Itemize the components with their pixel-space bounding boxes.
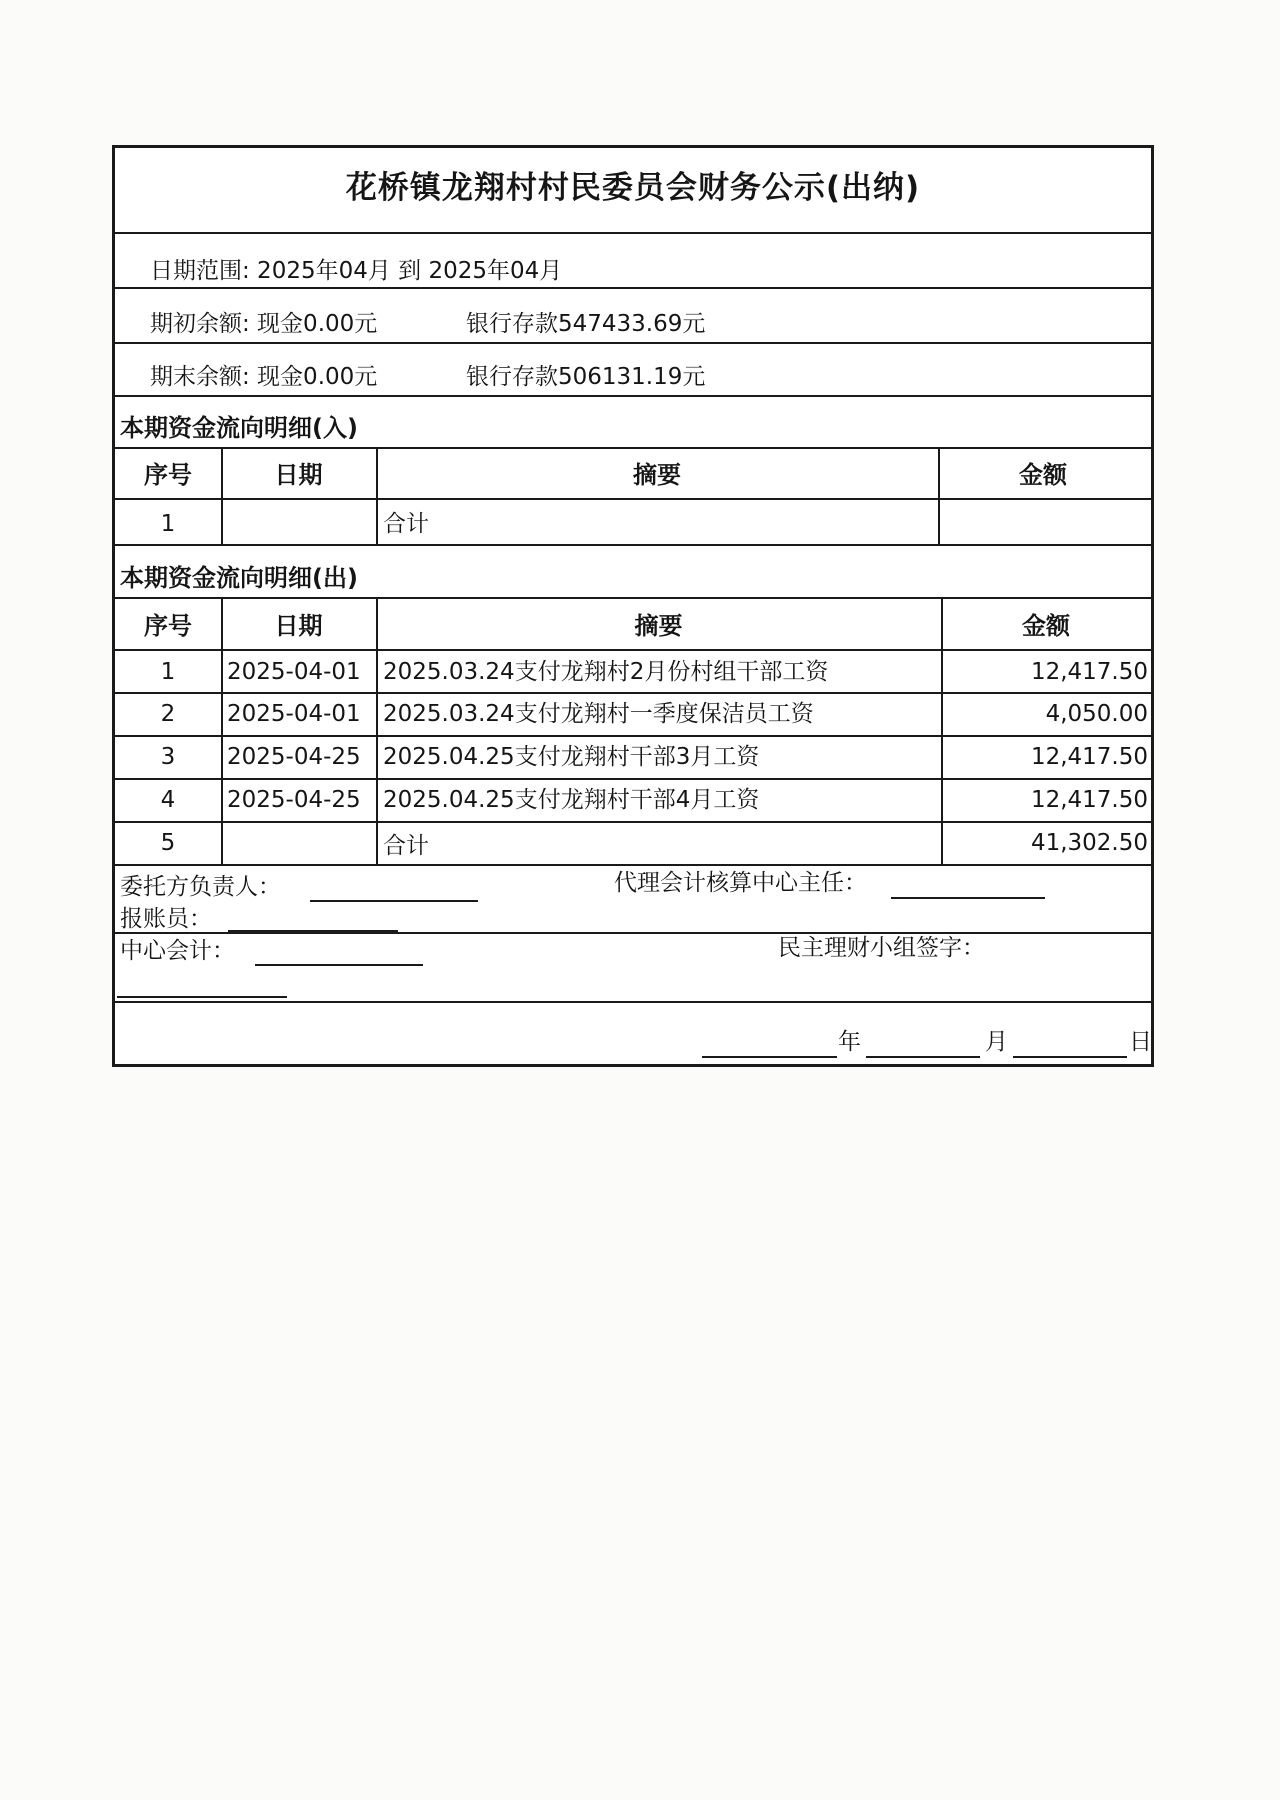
outflow-heading: 本期资金流向明细(出) xyxy=(120,564,358,592)
outflow-header-amount: 金额 xyxy=(1022,612,1070,640)
divider xyxy=(115,232,1151,234)
year-line xyxy=(702,1056,837,1058)
inflow-header-summary: 摘要 xyxy=(633,461,681,489)
agency-director-label: 代理会计核算中心主任： xyxy=(614,870,867,896)
divider xyxy=(115,597,1151,599)
outflow-row-no: 4 xyxy=(160,787,176,813)
month-label: 月 xyxy=(985,1029,1008,1055)
outflow-row-date: 2025-04-01 xyxy=(227,701,361,727)
outflow-row-no: 2 xyxy=(160,701,176,727)
closing-bank: 银行存款506131.19元 xyxy=(466,364,706,390)
outflow-row-no: 3 xyxy=(160,744,176,770)
outflow-row-amount: 12,417.50 xyxy=(1030,659,1148,685)
outflow-row-summary: 2025.04.25支付龙翔村干部4月工资 xyxy=(383,787,760,813)
client-head-signature-line xyxy=(310,900,478,902)
bookkeeper-label: 报账员： xyxy=(120,906,212,932)
client-head-label: 委托方负责人： xyxy=(120,874,281,900)
outflow-total-amount: 41,302.50 xyxy=(1030,830,1148,856)
center-accountant-signature-line xyxy=(255,964,423,966)
inflow-header-date: 日期 xyxy=(274,461,323,489)
closing-cash: 期末余额: 现金0.00元 xyxy=(150,364,378,390)
day-line xyxy=(1013,1056,1127,1058)
column-divider xyxy=(938,447,940,546)
divider xyxy=(115,342,1151,344)
year-label: 年 xyxy=(838,1029,861,1055)
outflow-header-no: 序号 xyxy=(144,612,192,640)
extra-signature-line xyxy=(117,996,287,998)
divider xyxy=(115,778,1151,780)
divider xyxy=(115,1001,1151,1003)
outflow-total-label: 合计 xyxy=(383,833,429,859)
outflow-row-summary: 2025.03.24支付龙翔村2月份村组干部工资 xyxy=(383,659,829,685)
divider xyxy=(115,735,1151,737)
outflow-row-summary: 2025.03.24支付龙翔村一季度保洁员工资 xyxy=(383,701,814,727)
finance-disclosure-form xyxy=(112,145,1154,1067)
outflow-row-no: 1 xyxy=(160,659,176,685)
inflow-heading: 本期资金流向明细(入) xyxy=(120,414,358,442)
inflow-row-no: 1 xyxy=(160,511,176,537)
divider xyxy=(115,395,1151,397)
outflow-row-date: 2025-04-25 xyxy=(227,787,361,813)
opening-cash: 期初余额: 现金0.00元 xyxy=(150,311,378,337)
date-range: 日期范围: 2025年04月 到 2025年04月 xyxy=(150,258,563,284)
inflow-row-summary: 合计 xyxy=(383,511,429,537)
day-label: 日 xyxy=(1129,1029,1152,1055)
outflow-row-amount: 4,050.00 xyxy=(1045,701,1148,727)
outflow-row-date: 2025-04-25 xyxy=(227,744,361,770)
divider xyxy=(115,864,1151,866)
divider xyxy=(115,821,1151,823)
divider xyxy=(115,692,1151,694)
divider xyxy=(115,287,1151,289)
center-accountant-label: 中心会计： xyxy=(120,938,235,964)
outflow-header-summary: 摘要 xyxy=(634,612,683,640)
divider xyxy=(115,447,1151,449)
column-divider xyxy=(376,447,378,546)
outflow-row-summary: 2025.04.25支付龙翔村干部3月工资 xyxy=(383,744,760,770)
opening-bank: 银行存款547433.69元 xyxy=(466,311,706,337)
column-divider xyxy=(221,447,223,546)
outflow-header-date: 日期 xyxy=(274,612,323,640)
democratic-group-label: 民主理财小组签字： xyxy=(778,935,985,961)
divider xyxy=(115,498,1151,500)
divider xyxy=(115,649,1151,651)
inflow-header-no: 序号 xyxy=(144,461,192,489)
form-title: 花桥镇龙翔村村民委员会财务公示(出纳) xyxy=(345,170,921,206)
outflow-row-amount: 12,417.50 xyxy=(1030,744,1148,770)
divider xyxy=(115,544,1151,546)
outflow-total-no: 5 xyxy=(160,830,176,856)
outflow-row-amount: 12,417.50 xyxy=(1030,787,1148,813)
inflow-header-amount: 金额 xyxy=(1019,461,1067,489)
agency-director-signature-line xyxy=(891,897,1045,899)
outflow-row-date: 2025-04-01 xyxy=(227,659,361,685)
divider xyxy=(115,932,1151,934)
month-line xyxy=(866,1056,980,1058)
